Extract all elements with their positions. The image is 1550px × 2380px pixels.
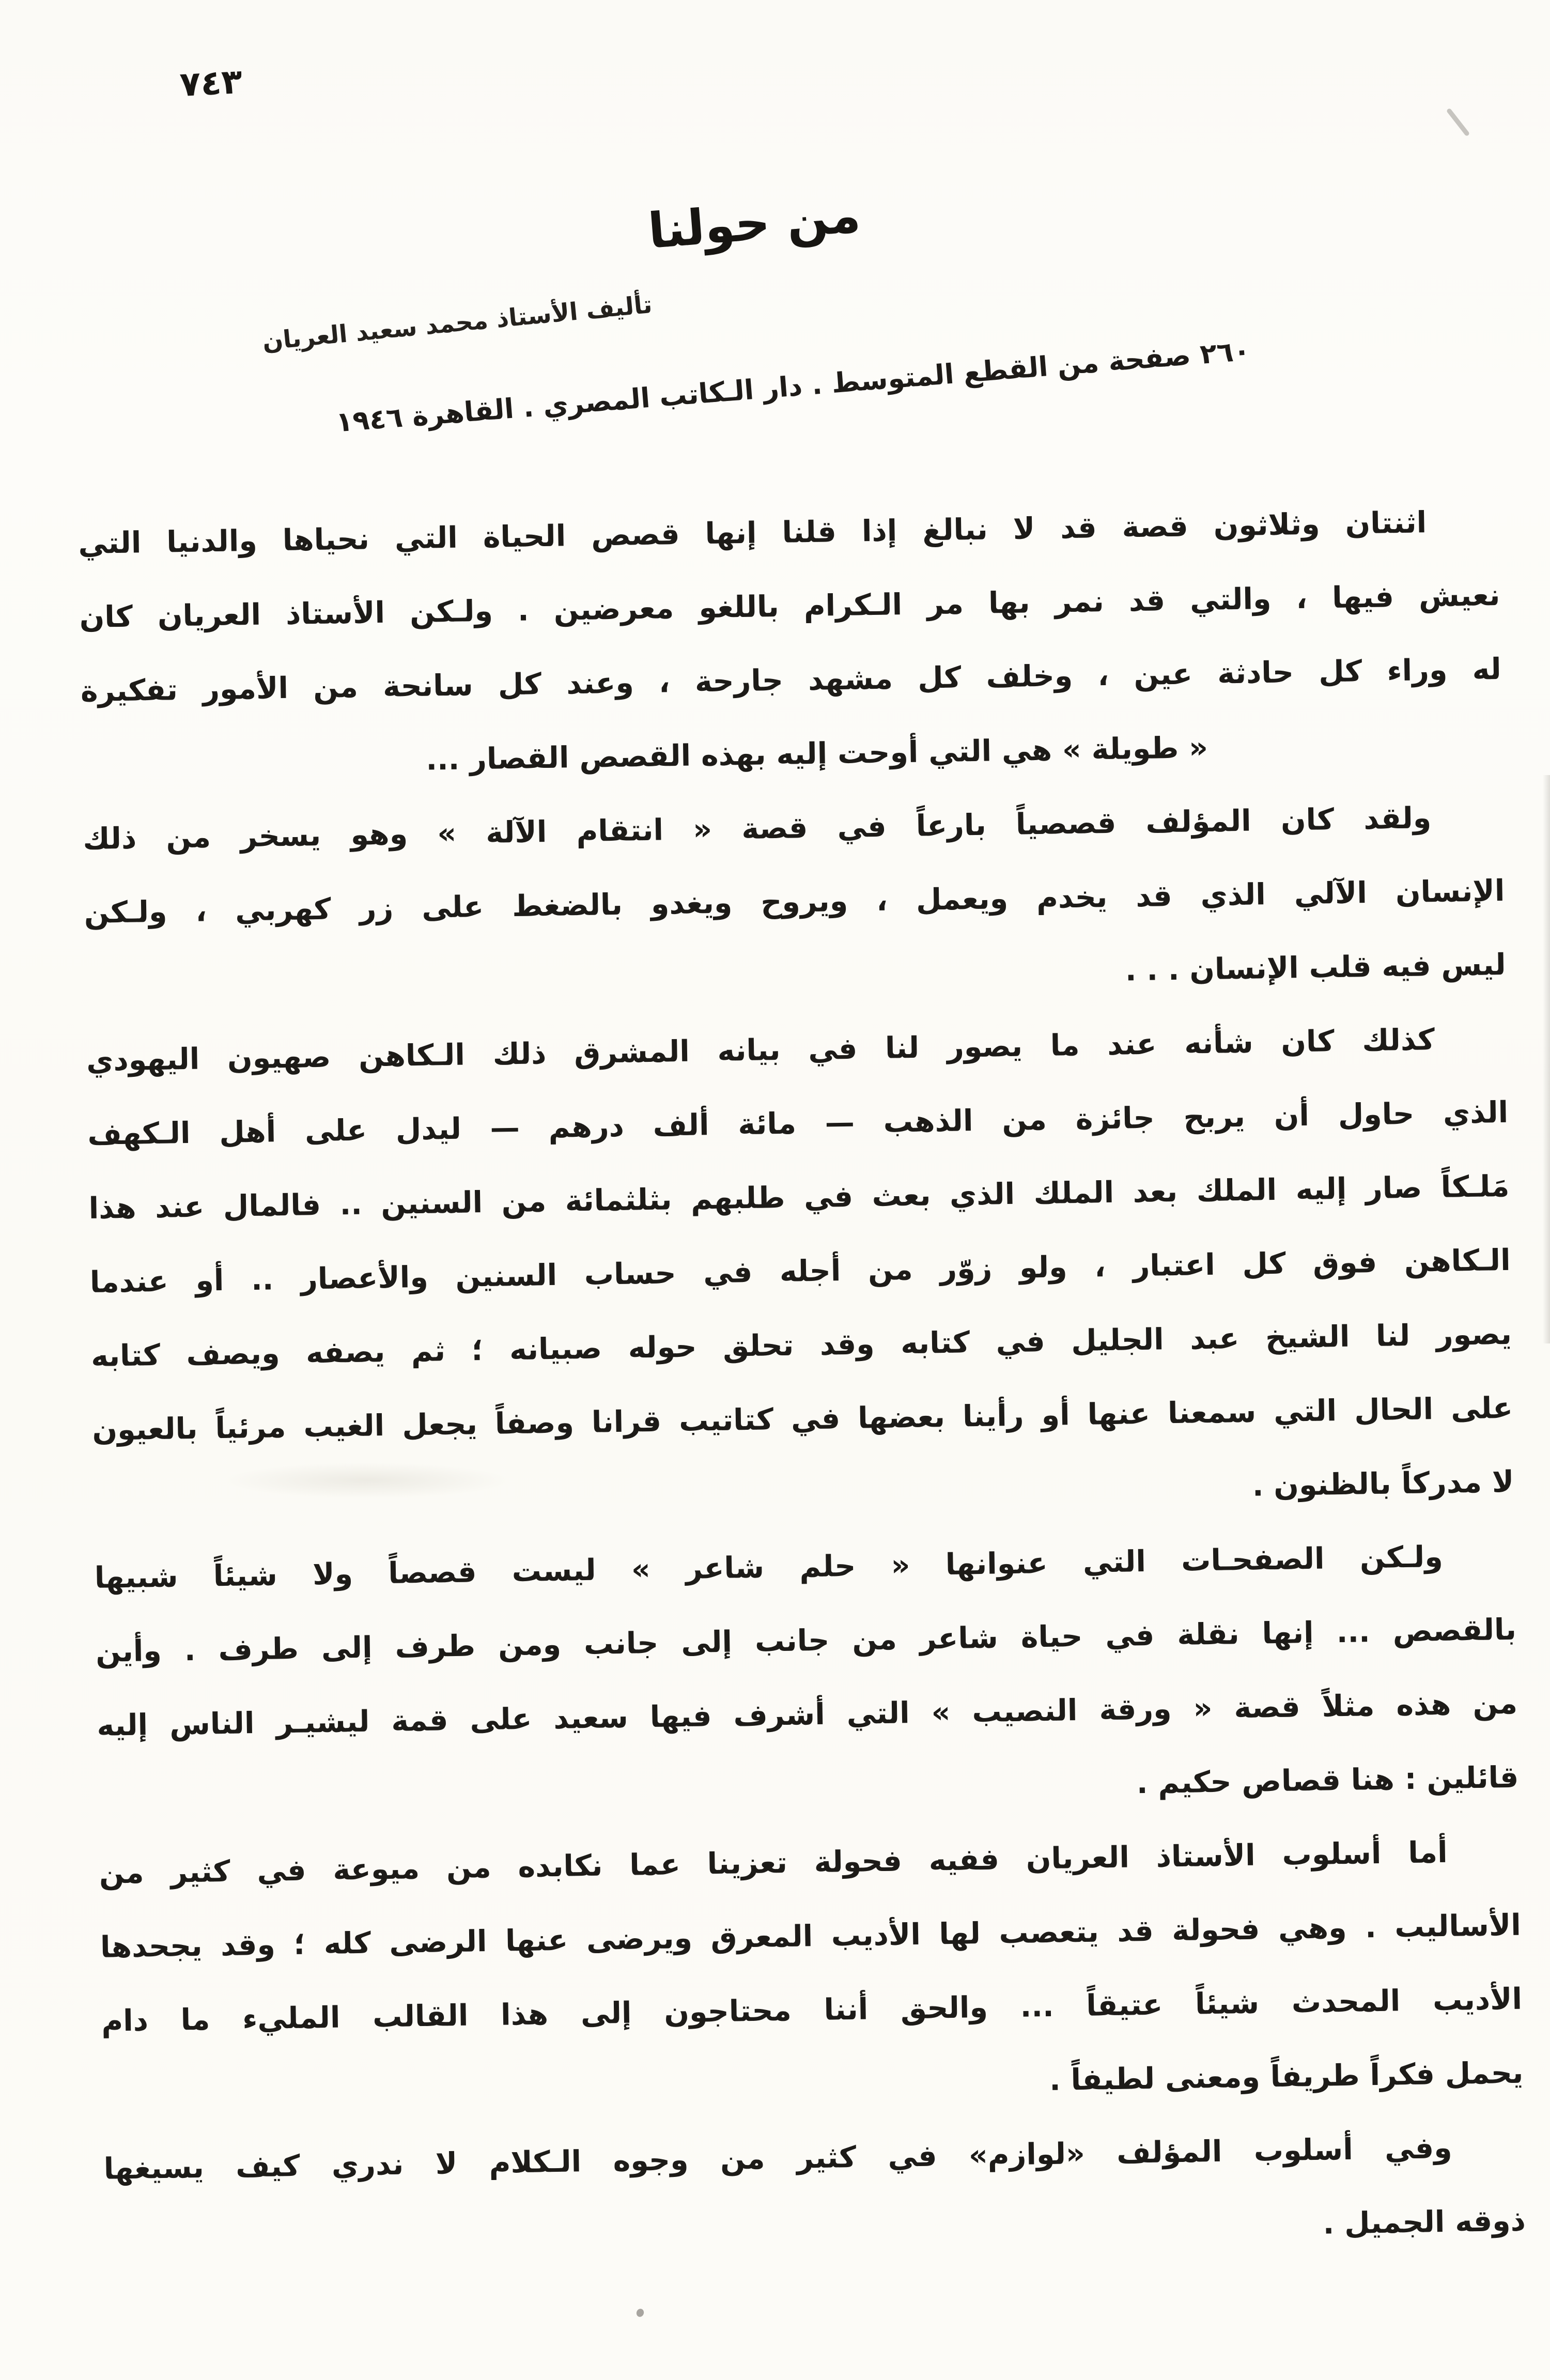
- text-line: ولـكن الصفحـات التي عنوانها « حلم شاعر » ليست قصصاً ولا شيئاً شبيها: [94, 1539, 1444, 1595]
- text-line: ذوقه الجميل .: [1323, 2203, 1526, 2241]
- text-line: ولقد كان المؤلف قصصياً بارعاً في قصة « انتقام الآلة » وهو يسخر من ذلك: [82, 801, 1432, 857]
- text-line: على الحال التي سمعنا عنها أو رأينا بعضها في كتاتيب قرانا وصفاً يجعل الغيب مرئياً بالعيون: [91, 1390, 1513, 1447]
- scan-artifact-edge-shadow: [1543, 775, 1550, 1343]
- text-line: « طويلة » هي التي أوحت إليه بهذه القصص القصار ...: [425, 730, 1208, 777]
- page-title: من حولنا: [646, 187, 863, 260]
- text-line: الأساليب . وهي فحولة قد يتعصب لها الأديب المعرق ويرضى عنها الرضى كله ؛ وقد يجحدها: [100, 1908, 1522, 1965]
- text-line: لا مدركاً بالظنون .: [1252, 1464, 1514, 1503]
- text-line: يحمل فكراً طريفاً ومعنى لطيفاً .: [1049, 2056, 1524, 2098]
- text-line: وفي أسلوب المؤلف «لوازم» في كثير من وجوه الـكلام لا ندري كيف يسيغها: [103, 2130, 1453, 2186]
- text-line: له وراء كل حادثة عين ، وخلف كل مشهد جارحة ، وعند كل سانحة من الأمور تفكيرة: [80, 652, 1502, 709]
- scan-artifact-dot: [636, 2308, 645, 2318]
- text-line: مَلـكاً صار إليه الملك بعد الملك الذي بعث في طلبهم بثلثمائة من السنين .. فالمال عند هذا: [88, 1169, 1510, 1226]
- scan-artifact-tick: [1446, 108, 1470, 137]
- text-line: الـكاهن فوق كل اعتبار ، ولو زوّر من أجله في حساب السنين والأعصار .. أو عندما: [89, 1243, 1511, 1300]
- text-line: اثنتان وثلاثون قصة قد لا نبالغ إذا قلنا إنها قصص الحياة التي نحياها والدنيا التي: [78, 505, 1427, 561]
- text-line: بالقصص ... إنها نقلة في حياة شاعر من جانب إلى جانب ومن طرف إلى طرف . وأين: [95, 1612, 1517, 1669]
- text-line: نعيش فيها ، والتي قد نمر بها مر الـكرام باللغو معرضين . ولـكن الأستاذ العريان كان: [79, 578, 1500, 635]
- text-line: أما أسلوب الأستاذ العريان ففيه فحولة تعزينا عما نكابده من ميوعة في كثير من: [99, 1835, 1448, 1891]
- publication-line: ٢٦٠ صفحة من القطع المتوسط . دار الـكاتب المصري . القاهرة ١٩٤٦: [335, 335, 1251, 439]
- page-number: ٧٤٣: [179, 61, 243, 105]
- text-line: كذلك كان شأنه عند ما يصور لنا في بيانه المشرق ذلك الـكاهن صهيون اليهودي: [86, 1023, 1435, 1078]
- text-line: الأديب المحدث شيئاً عتيقاً ... والحق أننا محتاجون إلى هذا القالب المليء ما دام: [101, 1982, 1523, 2038]
- text-line: يصور لنا الشيخ عبد الجليل في كتابه وقد تحلق حوله صبيانه ؛ ثم يصفه ويصف كتابه: [90, 1317, 1512, 1373]
- text-line: ليس فيه قلب الإنسان . . .: [1125, 947, 1507, 988]
- text-line: الإنسان الآلي الذي قد يخدم ويعمل ، ويروح ويغدو بالضغط على زر كهربي ، ولـكن: [84, 873, 1505, 931]
- body-text: [78, 485, 1526, 2280]
- text-line: الذي حاول أن يربح جائزة من الذهب — مائة ألف درهم — ليدل على أهل الـكهف: [87, 1095, 1509, 1152]
- text-line: قائلين : هنا قصاص حكيم .: [1136, 1760, 1519, 1801]
- author-byline: تأليف الأستاذ محمد سعيد العريان: [261, 290, 654, 357]
- text-line: من هذه مثلاً قصة « ورقة النصيب » التي أشرف فيها سعيد على قمة ليشيـر الناس إليه: [96, 1686, 1518, 1743]
